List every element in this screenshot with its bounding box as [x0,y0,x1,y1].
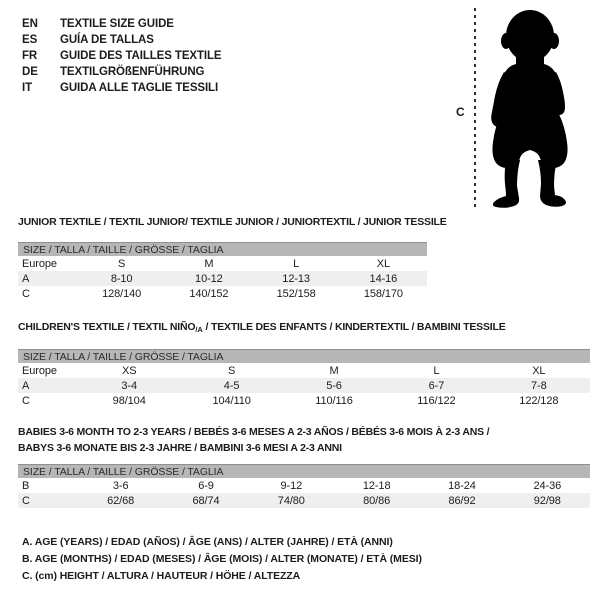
junior-textile-table [18,216,447,301]
cell-value: M [204,257,214,270]
cell-value: 98/104 [112,394,146,407]
row-label: A [22,272,30,285]
cell-value: 12-18 [362,479,391,492]
table-row-a [18,271,427,286]
cell-value: L [293,257,300,270]
cell-value: 140/152 [189,287,229,300]
cell-value: 24-36 [533,479,562,492]
footnote-a: A. AGE (YEARS) / EDAD (AÑOS) / ÂGE (ANS) / ALTER (JAHRE) / ETÀ (ANNI) [22,536,393,548]
cell-value: 86/92 [448,494,476,507]
footnotes [22,534,422,585]
cell-value: XS [121,364,137,377]
title-segment: CHILDREN'S TEXTILE / TEXTIL NIÑO [18,321,196,333]
size-header-bar: SIZE / TALLA / TAILLE / GRÖSSE / TAGLIA [18,242,427,256]
cell-value: XL [376,257,390,270]
babies-textile-table [18,424,590,508]
lang-title: GUIDE DES TAILLES TEXTILE [60,50,222,62]
cell-value: 6-9 [198,479,214,492]
lang-title: TEXTILE SIZE GUIDE [60,18,174,30]
title-line: JUNIOR TEXTILE / TEXTIL JUNIOR/ TEXTILE JUNIOR / JUNIORTEXTIL / JUNIOR TESSILE [18,216,447,228]
cell-value: M [329,364,339,377]
row-label: C [22,394,30,407]
row-label: C [22,287,30,300]
cell-value: 122/128 [519,394,559,407]
cell-value: L [433,364,440,377]
table-row-c [18,286,427,301]
lang-code: DE [22,66,38,78]
table-row-b [18,478,590,493]
childrens-textile-table [18,321,590,408]
row-label: C [22,494,30,507]
toddler-silhouette-icon [482,8,578,208]
cell-value: 110/116 [315,394,353,407]
title-line: BABIES 3-6 MONTH TO 2-3 YEARS / BEBÉS 3-6 MESES A 2-3 AÑOS / BÉBÉS 3-6 MOIS À 2-3 ANS / [18,426,490,438]
lang-title: GUIDA ALLE TAGLIE TESSILI [60,82,219,94]
cell-value: 152/158 [276,287,316,300]
cell-value: 92/98 [533,494,561,507]
table-row-europe [18,363,590,378]
lang-code: FR [22,50,38,62]
cell-value: 80/86 [363,494,391,507]
cell-value: 14-16 [369,272,398,285]
cell-value: 74/80 [277,494,305,507]
cell-value: 4-5 [223,379,240,392]
cell-value: S [227,364,236,377]
table-row-europe [18,256,427,271]
cell-value: 3-4 [121,379,137,392]
lang-title: TEXTILGRÖßENFÜHRUNG [60,66,205,78]
title-segment: / TEXTILE DES ENFANTS / KINDERTEXTIL / BAMBINI TESSILE [202,321,506,333]
table-row-a [18,378,590,393]
cell-value: 62/68 [107,494,135,507]
row-label: A [22,379,30,392]
cell-value: 5-6 [326,379,342,392]
cell-value: 128/140 [102,287,142,300]
lang-code: IT [22,82,33,94]
row-label: B [22,479,30,492]
size-header-bar: SIZE / TALLA / TAILLE / GRÖSSE / TAGLIA [18,464,590,478]
footnote-b: B. AGE (MONTHS) / EDAD (MESES) / ÂGE (MOIS) / ALTER (MONATE) / ETÀ (MESI) [22,553,422,565]
cell-value: 68/74 [192,494,220,507]
cell-value: 158/170 [363,287,403,300]
lang-code: ES [22,34,38,46]
lang-row-es [22,32,222,48]
cell-value: 10-12 [195,272,223,285]
cell-value: 6-7 [428,379,445,392]
table-title [18,216,447,229]
cell-value: 12-13 [282,272,310,285]
cell-value: 9-12 [280,479,303,492]
lang-row-en [22,16,222,32]
title-subscript: /A [195,325,203,334]
cell-value: 116/122 [417,394,456,407]
cell-value: 7-8 [531,379,547,392]
cell-value: 3-6 [112,479,129,492]
table-row-c [18,393,590,408]
cell-value: 104/110 [212,394,251,407]
lang-row-fr [22,48,222,64]
lang-row-it [22,80,222,96]
height-dashed-line [474,8,476,210]
title-line: BABYS 3-6 MONATE BIS 2-3 JAHRE / BAMBINI 3-6 MESI A 2-3 ANNI [18,442,342,454]
row-label: Europe [22,257,57,270]
table-title [18,321,590,336]
lang-title: GUÍA DE TALLAS [60,34,154,46]
cell-value: S [118,257,126,270]
table-title [18,424,590,456]
language-list [22,16,222,96]
cell-value: XL [532,364,546,377]
cell-value: 8-10 [110,272,133,285]
lang-row-de [22,64,222,80]
cell-value: 18-24 [448,479,476,492]
height-measure-label: C [456,105,465,119]
row-label: Europe [22,364,57,377]
table-row-c [18,493,590,508]
lang-code: EN [22,18,38,30]
footnote-c: C. (cm) HEIGHT / ALTURA / HAUTEUR / HÖHE / ALTEZZA [22,570,301,582]
size-header-bar: SIZE / TALLA / TAILLE / GRÖSSE / TAGLIA [18,349,590,363]
